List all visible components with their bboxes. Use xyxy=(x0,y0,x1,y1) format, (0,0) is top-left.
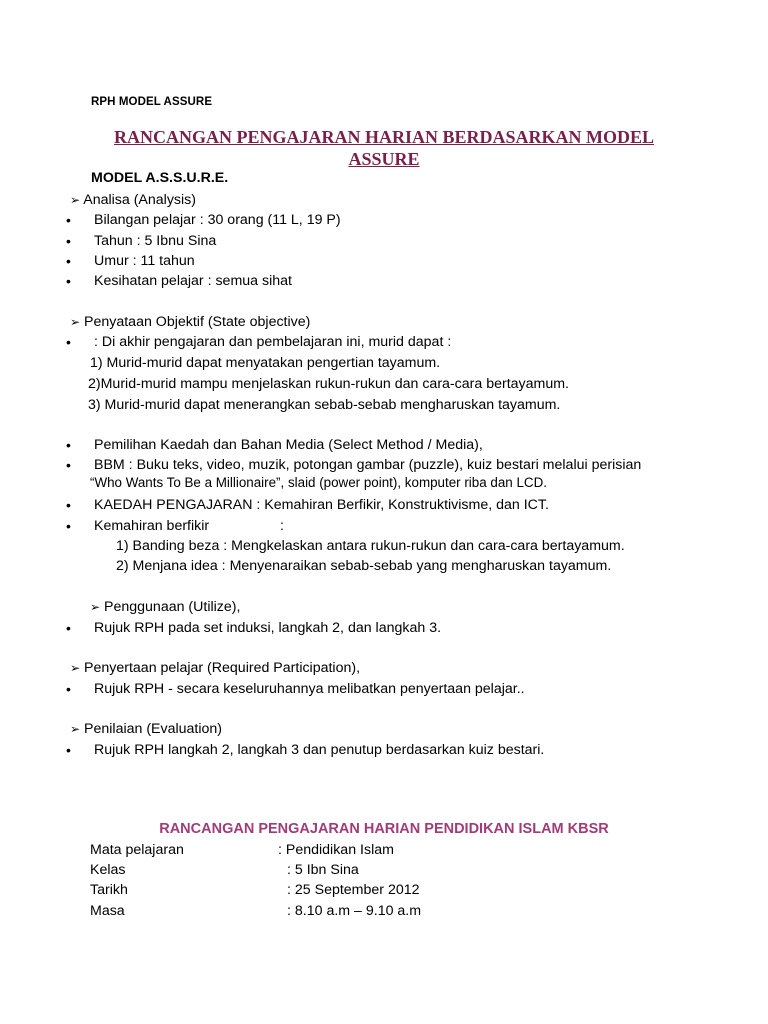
kaedah-item-2-continued: “Who Wants To Be a Millionaire”, slaid (power point), komputer riba dan LCD. xyxy=(90,475,547,490)
penyertaan-heading-row xyxy=(70,658,360,678)
penilaian-heading: Penilaian (Evaluation) xyxy=(84,721,223,737)
info-label: Kelas xyxy=(90,862,126,878)
bullet-icon: • xyxy=(66,253,71,269)
analisa-item: Umur : 11 tahun xyxy=(94,253,195,269)
list-item xyxy=(66,251,195,272)
penilaian-heading-row xyxy=(70,719,222,739)
kaedah-item-4-colon: : xyxy=(280,518,284,534)
bullet-icon: • xyxy=(66,457,71,473)
list-item xyxy=(66,435,483,456)
list-item xyxy=(66,231,217,252)
objektif-line-3: 3) Murid-murid dapat menerangkan sebab-sebab mengharuskan tayamum. xyxy=(88,397,561,413)
analisa-heading-row xyxy=(70,190,196,210)
arrow-bullet-icon: ➢ xyxy=(90,600,101,614)
rph-kbsr-title: RANCANGAN PENGAJARAN HARIAN PENDIDIKAN ISLAM KBSR xyxy=(159,821,609,837)
kaedah-item-4: Kemahiran berfikir xyxy=(94,518,210,534)
info-value: : 5 Ibn Sina xyxy=(287,862,359,878)
list-item xyxy=(66,516,284,537)
kaedah-item-3: KAEDAH PENGAJARAN : Kemahiran Berfikir, Konstruktivisme, dan ICT. xyxy=(94,497,549,513)
info-label: Mata pelajaran xyxy=(90,842,184,858)
list-item xyxy=(66,740,545,761)
arrow-bullet-icon: ➢ xyxy=(70,193,81,207)
bullet-icon: • xyxy=(66,233,71,249)
penilaian-item: Rujuk RPH langkah 2, langkah 3 dan penutup berdasarkan kuiz bestari. xyxy=(94,742,545,758)
bullet-icon: • xyxy=(66,620,71,636)
objektif-heading-row xyxy=(70,312,310,332)
list-item xyxy=(66,455,642,476)
objektif-line-1: 1) Murid-murid dapat menyatakan pengertian tayamum. xyxy=(90,355,441,371)
info-label: Tarikh xyxy=(90,882,128,898)
arrow-bullet-icon: ➢ xyxy=(70,722,81,736)
penyertaan-heading: Penyertaan pelajar (Required Participation), xyxy=(84,660,361,676)
kaedah-sub-2: 2) Menjana idea : Menyenaraikan sebab-sebab yang mengharuskan tayamum. xyxy=(116,558,612,574)
list-item xyxy=(66,679,525,700)
info-label: Masa xyxy=(90,903,125,919)
model-heading: MODEL A.S.S.U.R.E. xyxy=(91,170,229,186)
penggunaan-heading-row xyxy=(90,597,240,617)
bullet-icon: • xyxy=(66,334,71,350)
arrow-bullet-icon: ➢ xyxy=(70,315,81,329)
bullet-icon: • xyxy=(66,497,71,513)
arrow-bullet-icon: ➢ xyxy=(70,661,81,675)
analisa-item: Bilangan pelajar : 30 orang (11 L, 19 P) xyxy=(94,212,341,228)
info-value: : 25 September 2012 xyxy=(287,882,420,898)
kaedah-item-2: BBM : Buku teks, video, muzik, potongan gambar (puzzle), kuiz bestari melalui perisian xyxy=(94,457,642,473)
analisa-item: Kesihatan pelajar : semua sihat xyxy=(94,273,292,289)
kaedah-item-1: Pemilihan Kaedah dan Bahan Media (Select Method / Media), xyxy=(94,437,483,453)
penyertaan-item: Rujuk RPH - secara keseluruhannya melibatkan penyertaan pelajar.. xyxy=(94,681,525,697)
bullet-icon: • xyxy=(66,437,71,453)
bullet-icon: • xyxy=(66,681,71,697)
list-item xyxy=(66,210,341,231)
info-value: : 8.10 a.m – 9.10 a.m xyxy=(287,903,422,919)
analisa-item: Tahun : 5 Ibnu Sina xyxy=(94,233,217,249)
bullet-icon: • xyxy=(66,273,71,289)
list-item xyxy=(66,495,549,516)
document-header-label: RPH MODEL ASSURE xyxy=(91,96,213,108)
objektif-intro: : Di akhir pengajaran dan pembelajaran ini, murid dapat : xyxy=(94,334,452,350)
list-item xyxy=(66,271,292,292)
bullet-icon: • xyxy=(66,518,71,534)
penggunaan-heading: Penggunaan (Utilize), xyxy=(104,599,241,615)
objektif-heading: Penyataan Objektif (State objective) xyxy=(84,314,311,330)
penggunaan-item: Rujuk RPH pada set induksi, langkah 2, dan langkah 3. xyxy=(94,620,442,636)
bullet-icon: • xyxy=(66,212,71,228)
main-title-line-2: ASSURE xyxy=(348,149,420,169)
analisa-heading: Analisa (Analysis) xyxy=(83,192,196,208)
bullet-icon: • xyxy=(66,742,71,758)
list-item xyxy=(66,618,442,639)
kaedah-sub-1: 1) Banding beza : Mengkelaskan antara rukun-rukun dan cara-cara bertayamum. xyxy=(116,538,625,554)
info-value: : Pendidikan Islam xyxy=(278,842,394,858)
main-title-line-1: RANCANGAN PENGAJARAN HARIAN BERDASARKAN MODEL xyxy=(113,127,654,147)
list-item xyxy=(66,332,452,353)
objektif-line-2: 2)Murid-murid mampu menjelaskan rukun-rukun dan cara-cara bertayamum. xyxy=(88,376,569,392)
